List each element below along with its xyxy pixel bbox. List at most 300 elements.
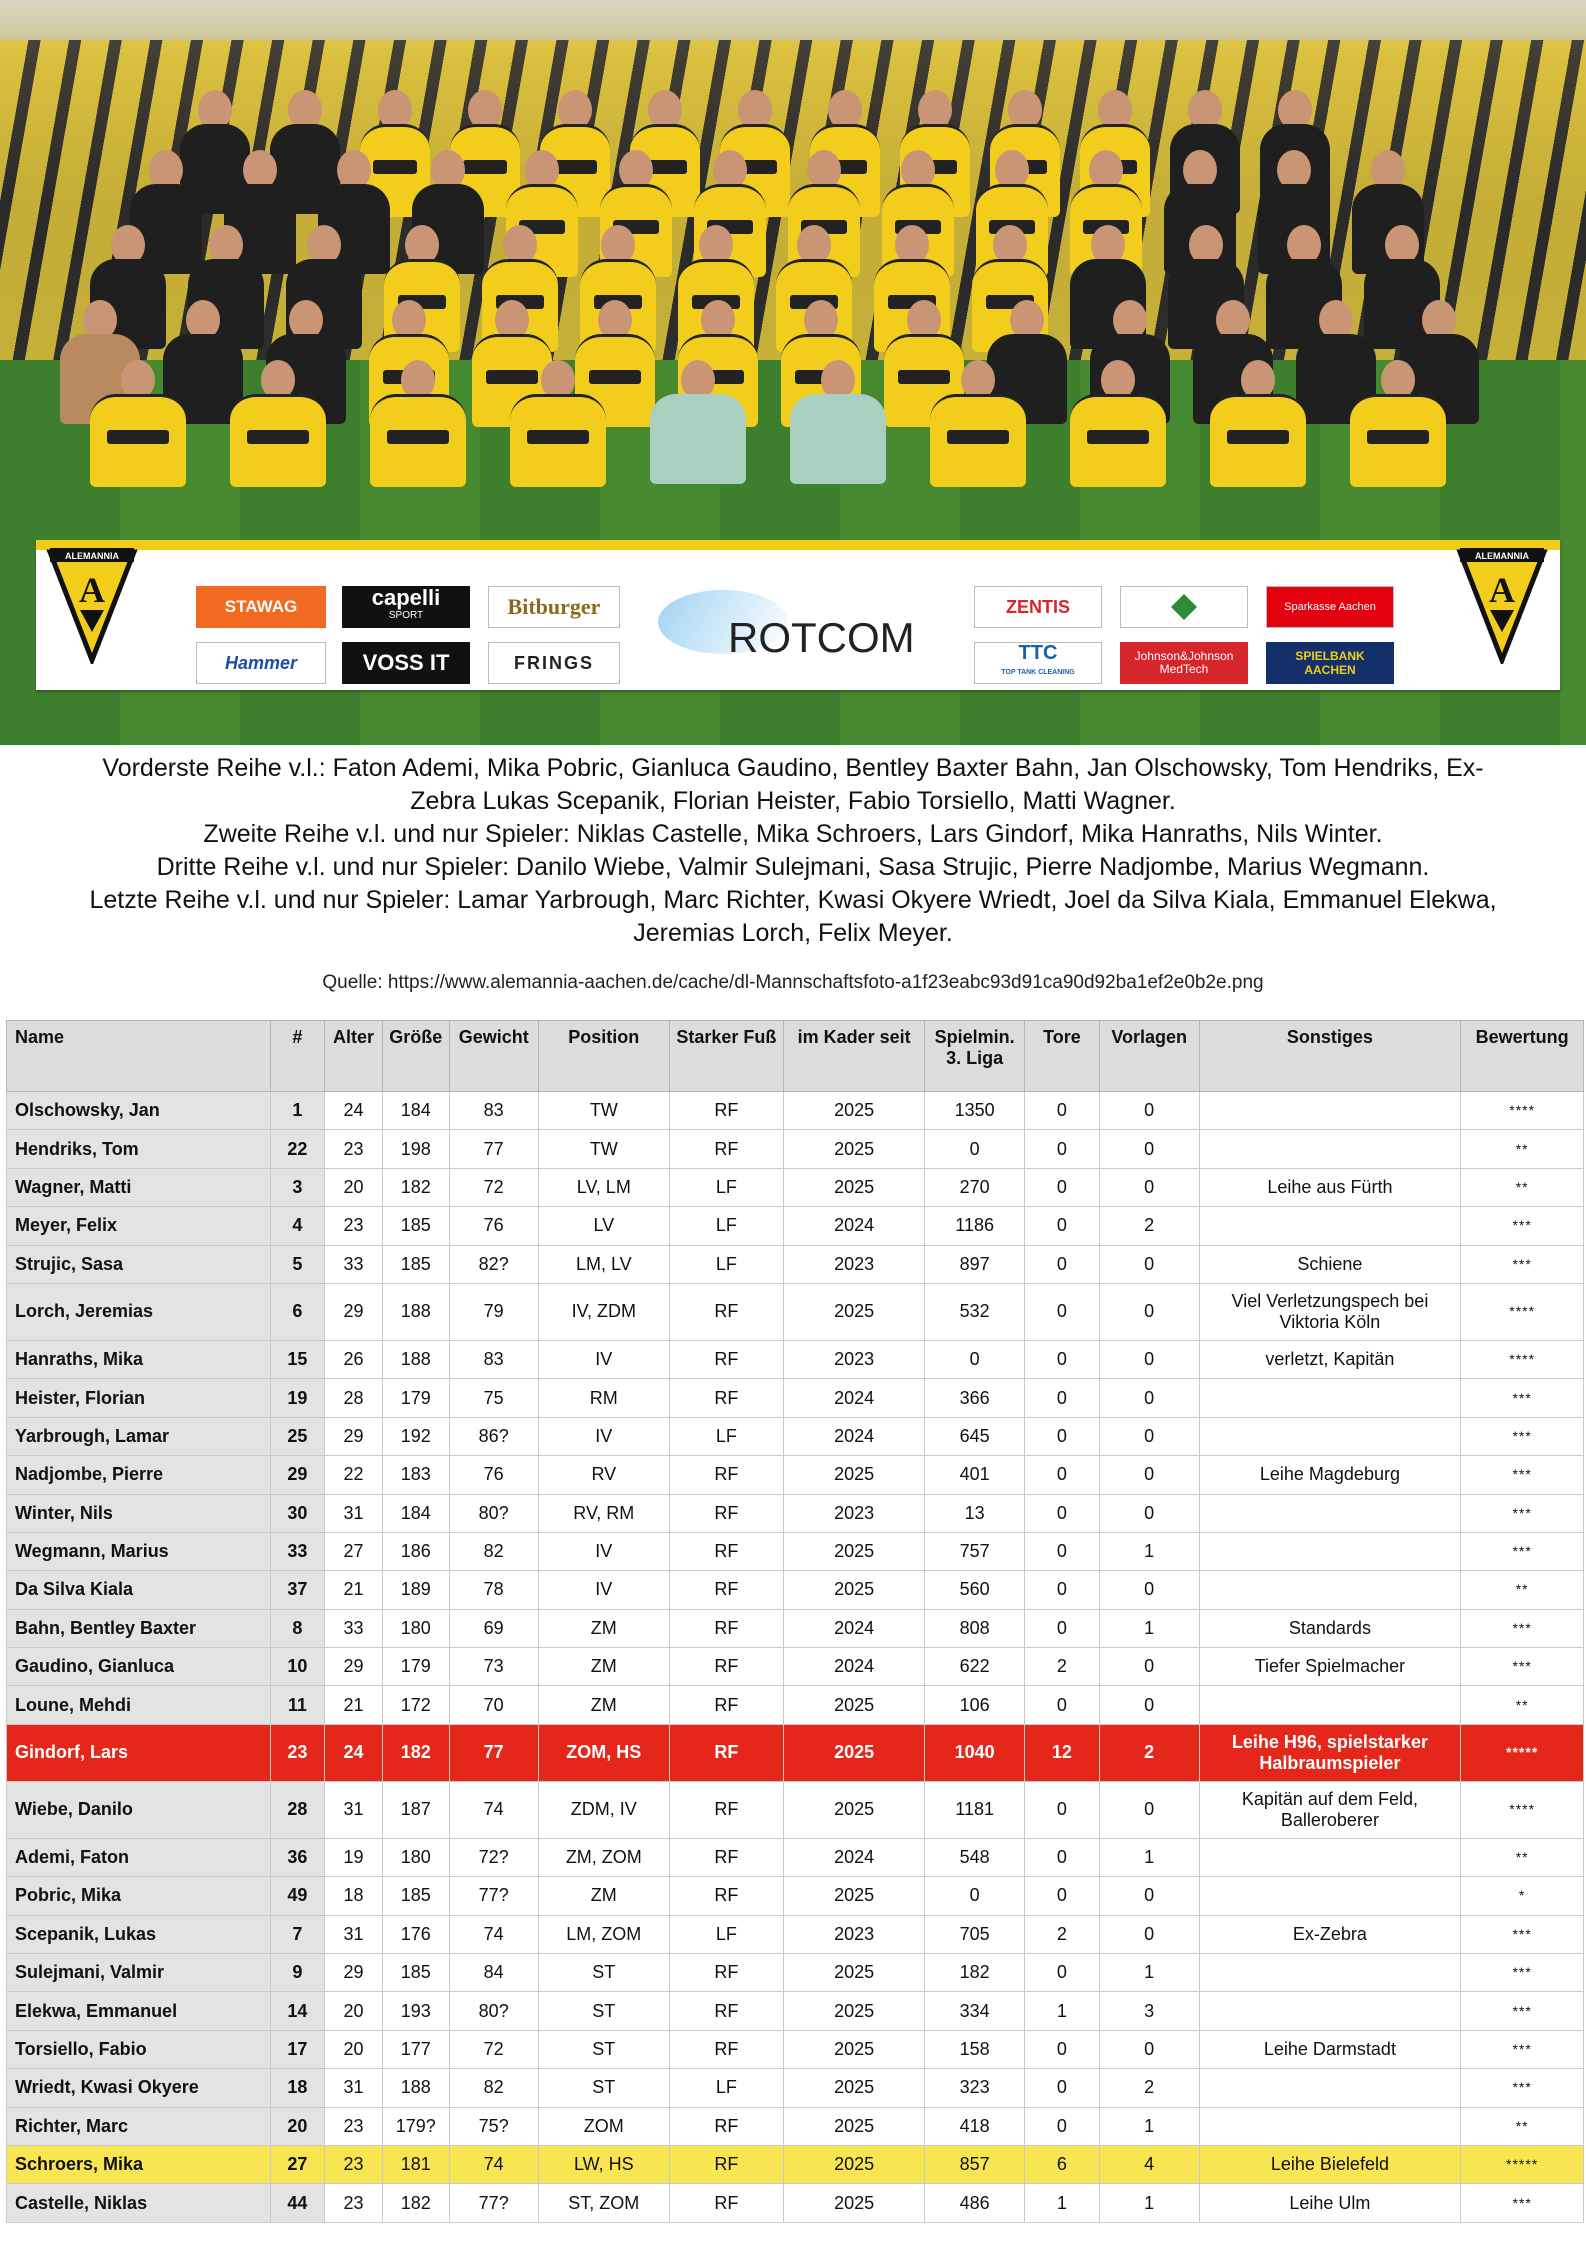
column-header: im Kader seit: [784, 1021, 925, 1092]
table-cell: Lorch, Jeremias: [7, 1283, 271, 1340]
table-cell: 73: [449, 1648, 538, 1686]
logo-jnj-text: Johnson&Johnson MedTech: [1134, 649, 1234, 676]
table-cell: 12: [1025, 1724, 1100, 1781]
table-cell: ***: [1461, 1417, 1584, 1455]
table-cell: LM, LV: [538, 1245, 669, 1283]
table-cell: [1199, 1571, 1461, 1609]
table-cell: LF: [669, 1417, 783, 1455]
table-cell: TW: [538, 1092, 669, 1130]
table-cell: 532: [925, 1283, 1025, 1340]
table-cell: 72: [449, 1168, 538, 1206]
table-row: [7, 2184, 1584, 2222]
table-cell: RF: [669, 1724, 783, 1781]
table-cell: 0: [1025, 1838, 1100, 1876]
table-cell: 2025: [784, 2145, 925, 2183]
table-cell: 1: [1099, 2107, 1199, 2145]
table-cell: 23: [324, 2184, 382, 2222]
table-cell: ST: [538, 2069, 669, 2107]
table-cell: 6: [270, 1283, 324, 1340]
table-cell: ****: [1461, 1340, 1584, 1378]
table-cell: 185: [383, 1245, 449, 1283]
column-header: Größe: [383, 1021, 449, 1092]
table-cell: 0: [1025, 1877, 1100, 1915]
column-header: Bewertung: [1461, 1021, 1584, 1092]
table-cell: 185: [383, 1877, 449, 1915]
table-cell: RF: [669, 2184, 783, 2222]
table-cell: 0: [1099, 1340, 1199, 1378]
table-cell: 0: [1025, 1494, 1100, 1532]
table-cell: 180: [383, 1838, 449, 1876]
table-cell: 2024: [784, 1838, 925, 1876]
table-cell: ZOM, HS: [538, 1724, 669, 1781]
table-cell: ***: [1461, 2030, 1584, 2068]
table-cell: 270: [925, 1168, 1025, 1206]
table-cell: 20: [324, 1992, 382, 2030]
table-cell: 22: [270, 1130, 324, 1168]
squad-table: [6, 1020, 1584, 2223]
source-line: Quelle: https://www.alemannia-aachen.de/cache/dl-Mannschaftsfoto-a1f23eabc93d91ca90d92ba1ef2e0b2e.png: [322, 972, 1264, 993]
table-cell: 1040: [925, 1724, 1025, 1781]
table-cell: Wiebe, Danilo: [7, 1781, 271, 1838]
table-cell: 0: [1025, 1456, 1100, 1494]
table-row: [7, 1168, 1584, 1206]
table-cell: 548: [925, 1838, 1025, 1876]
table-cell: 0: [1025, 1781, 1100, 1838]
table-cell: RF: [669, 1340, 783, 1378]
table-cell: **: [1461, 1686, 1584, 1724]
table-cell: 181: [383, 2145, 449, 2183]
caption-line-5: Letzte Reihe v.l. und nur Spieler: Lamar Yarbrough, Marc Richter, Kwasi Okyere Wriedt, Joel da Silva Kiala, Emmanuel Elekwa,: [89, 886, 1497, 914]
table-cell: 22: [324, 1456, 382, 1494]
table-row: [7, 1283, 1584, 1340]
logo-zentis: [974, 586, 1102, 628]
table-cell: 1: [1099, 2184, 1199, 2222]
table-cell: Tiefer Spielmacher: [1199, 1648, 1461, 1686]
caption-line-2: Zebra Lukas Scepanik, Florian Heister, Fabio Torsiello, Matti Wagner.: [410, 787, 1176, 815]
table-cell: 176: [383, 1915, 449, 1953]
table-cell: 77: [449, 1130, 538, 1168]
table-cell: 180: [383, 1609, 449, 1647]
table-cell: **: [1461, 1130, 1584, 1168]
logo-ttc-text: TTC: [1018, 642, 1058, 664]
table-cell: 27: [270, 2145, 324, 2183]
table-cell: RF: [669, 1686, 783, 1724]
table-cell: 76: [449, 1207, 538, 1245]
logo-voss-it: [342, 642, 470, 684]
table-cell: 645: [925, 1417, 1025, 1455]
table-cell: 189: [383, 1571, 449, 1609]
column-header: Tore: [1025, 1021, 1100, 1092]
table-header-row: [7, 1021, 1584, 1092]
table-cell: ***: [1461, 2184, 1584, 2222]
logo-sparkasse-text: Sparkasse Aachen: [1284, 601, 1376, 613]
table-cell: 334: [925, 1992, 1025, 2030]
table-cell: 28: [270, 1781, 324, 1838]
table-cell: 18: [270, 2069, 324, 2107]
player-figure: [790, 360, 886, 490]
table-cell: RF: [669, 1092, 783, 1130]
table-cell: 0: [1099, 1379, 1199, 1417]
table-cell: 0: [1099, 2030, 1199, 2068]
table-cell: 10: [270, 1648, 324, 1686]
table-cell: Gindorf, Lars: [7, 1724, 271, 1781]
table-cell: 84: [449, 1954, 538, 1992]
table-cell: 0: [1099, 1686, 1199, 1724]
table-cell: [1199, 1992, 1461, 2030]
table-cell: **: [1461, 2107, 1584, 2145]
table-cell: ***: [1461, 1954, 1584, 1992]
column-header: Name: [7, 1021, 271, 1092]
table-cell: 23: [324, 2145, 382, 2183]
table-cell: 0: [1025, 1340, 1100, 1378]
table-cell: 0: [1099, 1283, 1199, 1340]
column-header: Alter: [324, 1021, 382, 1092]
table-cell: 418: [925, 2107, 1025, 2145]
table-cell: ***: [1461, 1915, 1584, 1953]
table-cell: 72?: [449, 1838, 538, 1876]
table-cell: RF: [669, 1648, 783, 1686]
table-cell: ***: [1461, 1379, 1584, 1417]
table-cell: 9: [270, 1954, 324, 1992]
table-cell: 37: [270, 1571, 324, 1609]
table-cell: Bahn, Bentley Baxter: [7, 1609, 271, 1647]
table-cell: 2: [1099, 1724, 1199, 1781]
table-cell: 2024: [784, 1648, 925, 1686]
table-cell: RF: [669, 1379, 783, 1417]
table-cell: 0: [1025, 1417, 1100, 1455]
table-cell: Hendriks, Tom: [7, 1130, 271, 1168]
table-cell: Elekwa, Emmanuel: [7, 1992, 271, 2030]
table-cell: 2023: [784, 1915, 925, 1953]
table-cell: 4: [270, 1207, 324, 1245]
table-cell: ***: [1461, 2069, 1584, 2107]
svg-text:A: A: [79, 570, 105, 610]
table-cell: 0: [925, 1130, 1025, 1168]
logo-ttc-sub: TOP TANK CLEANING: [1001, 669, 1075, 676]
table-row: [7, 1379, 1584, 1417]
table-cell: Leihe Magdeburg: [1199, 1456, 1461, 1494]
alemannia-crest-left: [46, 544, 138, 664]
table-cell: *: [1461, 1877, 1584, 1915]
table-cell: 2023: [784, 1494, 925, 1532]
table-cell: 188: [383, 2069, 449, 2107]
table-cell: [1199, 1686, 1461, 1724]
player-figure: [510, 360, 606, 490]
table-cell: LF: [669, 1168, 783, 1206]
player-figure: [230, 360, 326, 490]
table-cell: 757: [925, 1532, 1025, 1570]
table-row: [7, 1494, 1584, 1532]
table-cell: 36: [270, 1838, 324, 1876]
table-cell: 179?: [383, 2107, 449, 2145]
table-cell: 82: [449, 2069, 538, 2107]
table-cell: [1199, 1877, 1461, 1915]
table-cell: 7: [270, 1915, 324, 1953]
table-cell: 1350: [925, 1092, 1025, 1130]
table-cell: 0: [1099, 1092, 1199, 1130]
table-cell: ***: [1461, 1532, 1584, 1570]
logo-capelli-text: capelli: [371, 585, 441, 610]
table-cell: 0: [1025, 1954, 1100, 1992]
table-cell: ZM: [538, 1686, 669, 1724]
table-cell: 0: [1025, 1609, 1100, 1647]
table-cell: 2024: [784, 1379, 925, 1417]
alemannia-crest-right: [1456, 544, 1548, 664]
column-header: Position: [538, 1021, 669, 1092]
table-cell: 2025: [784, 2030, 925, 2068]
table-cell: Olschowsky, Jan: [7, 1092, 271, 1130]
table-cell: [1199, 1379, 1461, 1417]
table-cell: 44: [270, 2184, 324, 2222]
table-cell: 2024: [784, 1609, 925, 1647]
table-row: [7, 1245, 1584, 1283]
logo-frings-text: FRINGS: [513, 652, 594, 673]
table-cell: 20: [324, 2030, 382, 2068]
table-row: [7, 1915, 1584, 1953]
table-row: [7, 1571, 1584, 1609]
table-cell: [1199, 1532, 1461, 1570]
table-cell: 0: [1025, 1245, 1100, 1283]
table-cell: 2025: [784, 1724, 925, 1781]
table-cell: 19: [270, 1379, 324, 1417]
table-cell: [1199, 1954, 1461, 1992]
logo-jnj-medtech: [1120, 642, 1248, 684]
table-row: [7, 1648, 1584, 1686]
table-cell: 0: [1025, 1207, 1100, 1245]
table-cell: 13: [925, 1494, 1025, 1532]
table-cell: 25: [270, 1417, 324, 1455]
table-cell: 23: [324, 2107, 382, 2145]
table-cell: **: [1461, 1168, 1584, 1206]
table-cell: 179: [383, 1379, 449, 1417]
table-cell: RV: [538, 1456, 669, 1494]
table-cell: 6: [1025, 2145, 1100, 2183]
table-cell: 1186: [925, 1207, 1025, 1245]
table-cell: ZM: [538, 1877, 669, 1915]
column-header: Starker Fuß: [669, 1021, 783, 1092]
table-cell: Richter, Marc: [7, 2107, 271, 2145]
table-cell: 0: [1025, 2107, 1100, 2145]
table-cell: Torsiello, Fabio: [7, 2030, 271, 2068]
table-cell: 74: [449, 1781, 538, 1838]
table-cell: Standards: [1199, 1609, 1461, 1647]
table-row: [7, 1838, 1584, 1876]
table-cell: Heister, Florian: [7, 1379, 271, 1417]
table-cell: Sulejmani, Valmir: [7, 1954, 271, 1992]
table-cell: *****: [1461, 2145, 1584, 2183]
table-cell: 0: [925, 1340, 1025, 1378]
table-cell: 77: [449, 1724, 538, 1781]
table-cell: 78: [449, 1571, 538, 1609]
logo-zentis-text: ZENTIS: [1005, 596, 1070, 617]
table-cell: 0: [1099, 1877, 1199, 1915]
logo-spielbank-text: SPIELBANK AACHEN: [1295, 649, 1365, 677]
table-cell: 0: [1099, 1915, 1199, 1953]
table-cell: 0: [1025, 2030, 1100, 2068]
table-cell: 187: [383, 1781, 449, 1838]
column-header: Spielmin. 3. Liga: [925, 1021, 1025, 1092]
table-cell: 172: [383, 1686, 449, 1724]
table-cell: ***: [1461, 1609, 1584, 1647]
table-cell: 82?: [449, 1245, 538, 1283]
table-cell: 17: [270, 2030, 324, 2068]
table-cell: *****: [1461, 1724, 1584, 1781]
table-cell: 24: [324, 1724, 382, 1781]
table-row: [7, 1456, 1584, 1494]
table-cell: 184: [383, 1092, 449, 1130]
table-cell: 2025: [784, 1168, 925, 1206]
table-cell: 77?: [449, 2184, 538, 2222]
table-cell: RM: [538, 1379, 669, 1417]
table-cell: LM, ZOM: [538, 1915, 669, 1953]
table-cell: LW, HS: [538, 2145, 669, 2183]
table-cell: Wagner, Matti: [7, 1168, 271, 1206]
logo-capelli-sub: SPORT: [388, 610, 424, 621]
table-cell: 622: [925, 1648, 1025, 1686]
table-cell: ***: [1461, 1648, 1584, 1686]
table-cell: 18: [324, 1877, 382, 1915]
table-cell: TW: [538, 1130, 669, 1168]
table-cell: 182: [925, 1954, 1025, 1992]
table-cell: Meyer, Felix: [7, 1207, 271, 1245]
table-cell: 186: [383, 1532, 449, 1570]
table-cell: RF: [669, 2030, 783, 2068]
table-cell: 1: [1099, 1532, 1199, 1570]
caption-line-4: Dritte Reihe v.l. und nur Spieler: Danilo Wiebe, Valmir Sulejmani, Sasa Strujic, Pierre Nadjombe, Marius Wegmann.: [156, 853, 1430, 881]
table-cell: IV: [538, 1340, 669, 1378]
table-cell: 26: [324, 1340, 382, 1378]
table-cell: 0: [1025, 1130, 1100, 1168]
table-cell: 705: [925, 1915, 1025, 1953]
table-row: [7, 1130, 1584, 1168]
table-row: [7, 1532, 1584, 1570]
table-row: [7, 2030, 1584, 2068]
table-row: [7, 1877, 1584, 1915]
player-figure: [370, 360, 466, 490]
table-cell: 183: [383, 1456, 449, 1494]
table-cell: ZOM: [538, 2107, 669, 2145]
player-figure: [930, 360, 1026, 490]
table-cell: Ex-Zebra: [1199, 1915, 1461, 1953]
table-cell: ****: [1461, 1092, 1584, 1130]
table-cell: 24: [324, 1092, 382, 1130]
table-cell: 2024: [784, 1207, 925, 1245]
table-row: [7, 1954, 1584, 1992]
table-cell: 28: [324, 1379, 382, 1417]
crest-text-left: ALEMANNIA: [65, 551, 119, 561]
table-cell: 1: [270, 1092, 324, 1130]
table-cell: 0: [1025, 1532, 1100, 1570]
table-cell: 897: [925, 1245, 1025, 1283]
table-cell: 808: [925, 1609, 1025, 1647]
table-cell: 1: [1099, 1838, 1199, 1876]
table-cell: 2025: [784, 1877, 925, 1915]
table-cell: 185: [383, 1207, 449, 1245]
logo-sparkasse: [1266, 586, 1394, 628]
photo-caption: [40, 752, 1546, 950]
table-cell: Hanraths, Mika: [7, 1340, 271, 1378]
table-cell: RF: [669, 1954, 783, 1992]
table-cell: Gaudino, Gianluca: [7, 1648, 271, 1686]
table-cell: ***: [1461, 1207, 1584, 1245]
table-cell: RF: [669, 1781, 783, 1838]
table-cell: Kapitän auf dem Feld, Balleroberer: [1199, 1781, 1461, 1838]
table-cell: 74: [449, 2145, 538, 2183]
table-cell: RF: [669, 1283, 783, 1340]
table-cell: [1199, 1130, 1461, 1168]
table-cell: 31: [324, 1915, 382, 1953]
table-cell: RF: [669, 1838, 783, 1876]
table-cell: ***: [1461, 1992, 1584, 2030]
table-cell: 2025: [784, 1532, 925, 1570]
table-cell: LF: [669, 1207, 783, 1245]
table-cell: Loune, Mehdi: [7, 1686, 271, 1724]
table-cell: 31: [324, 1781, 382, 1838]
table-cell: 2025: [784, 2069, 925, 2107]
table-cell: 2025: [784, 1456, 925, 1494]
logo-stawag-text: STAWAG: [224, 597, 298, 616]
table-cell: Da Silva Kiala: [7, 1571, 271, 1609]
table-cell: 0: [1025, 2069, 1100, 2107]
table-cell: verletzt, Kapitän: [1199, 1340, 1461, 1378]
table-cell: 29: [270, 1456, 324, 1494]
table-cell: 323: [925, 2069, 1025, 2107]
table-cell: 49: [270, 1877, 324, 1915]
table-cell: 0: [1025, 1571, 1100, 1609]
table-cell: Castelle, Niklas: [7, 2184, 271, 2222]
table-cell: ****: [1461, 1781, 1584, 1838]
table-cell: 193: [383, 1992, 449, 2030]
table-row: [7, 1992, 1584, 2030]
table-cell: 79: [449, 1283, 538, 1340]
table-cell: ST: [538, 1992, 669, 2030]
logo-stawag: [196, 586, 326, 628]
logo-frings: [488, 642, 620, 684]
team-photo: [0, 0, 1586, 745]
table-cell: 8: [270, 1609, 324, 1647]
table-cell: 4: [1099, 2145, 1199, 2183]
table-cell: RF: [669, 2145, 783, 2183]
table-cell: 185: [383, 1954, 449, 1992]
table-cell: 2025: [784, 1781, 925, 1838]
table-cell: 75?: [449, 2107, 538, 2145]
table-cell: ****: [1461, 1283, 1584, 1340]
logo-voss-text: VOSS IT: [362, 650, 450, 675]
table-cell: [1199, 1417, 1461, 1455]
table-cell: 69: [449, 1609, 538, 1647]
table-cell: IV, ZDM: [538, 1283, 669, 1340]
table-cell: ST, ZOM: [538, 2184, 669, 2222]
logo-dabekabel: [1120, 586, 1248, 628]
table-cell: 33: [270, 1532, 324, 1570]
logo-capelli: [342, 586, 470, 628]
column-header: Vorlagen: [1099, 1021, 1199, 1092]
table-cell: Leihe aus Fürth: [1199, 1168, 1461, 1206]
player-figure: [90, 360, 186, 490]
table-cell: RF: [669, 1609, 783, 1647]
player-figure: [1350, 360, 1446, 490]
table-cell: 31: [324, 1494, 382, 1532]
table-cell: ***: [1461, 1245, 1584, 1283]
table-cell: 182: [383, 1724, 449, 1781]
table-cell: 3: [1099, 1992, 1199, 2030]
table-cell: 1: [1025, 2184, 1100, 2222]
table-cell: Leihe Bielefeld: [1199, 2145, 1461, 2183]
table-cell: 15: [270, 1340, 324, 1378]
table-cell: 1181: [925, 1781, 1025, 1838]
table-cell: 21: [324, 1686, 382, 1724]
table-cell: 366: [925, 1379, 1025, 1417]
